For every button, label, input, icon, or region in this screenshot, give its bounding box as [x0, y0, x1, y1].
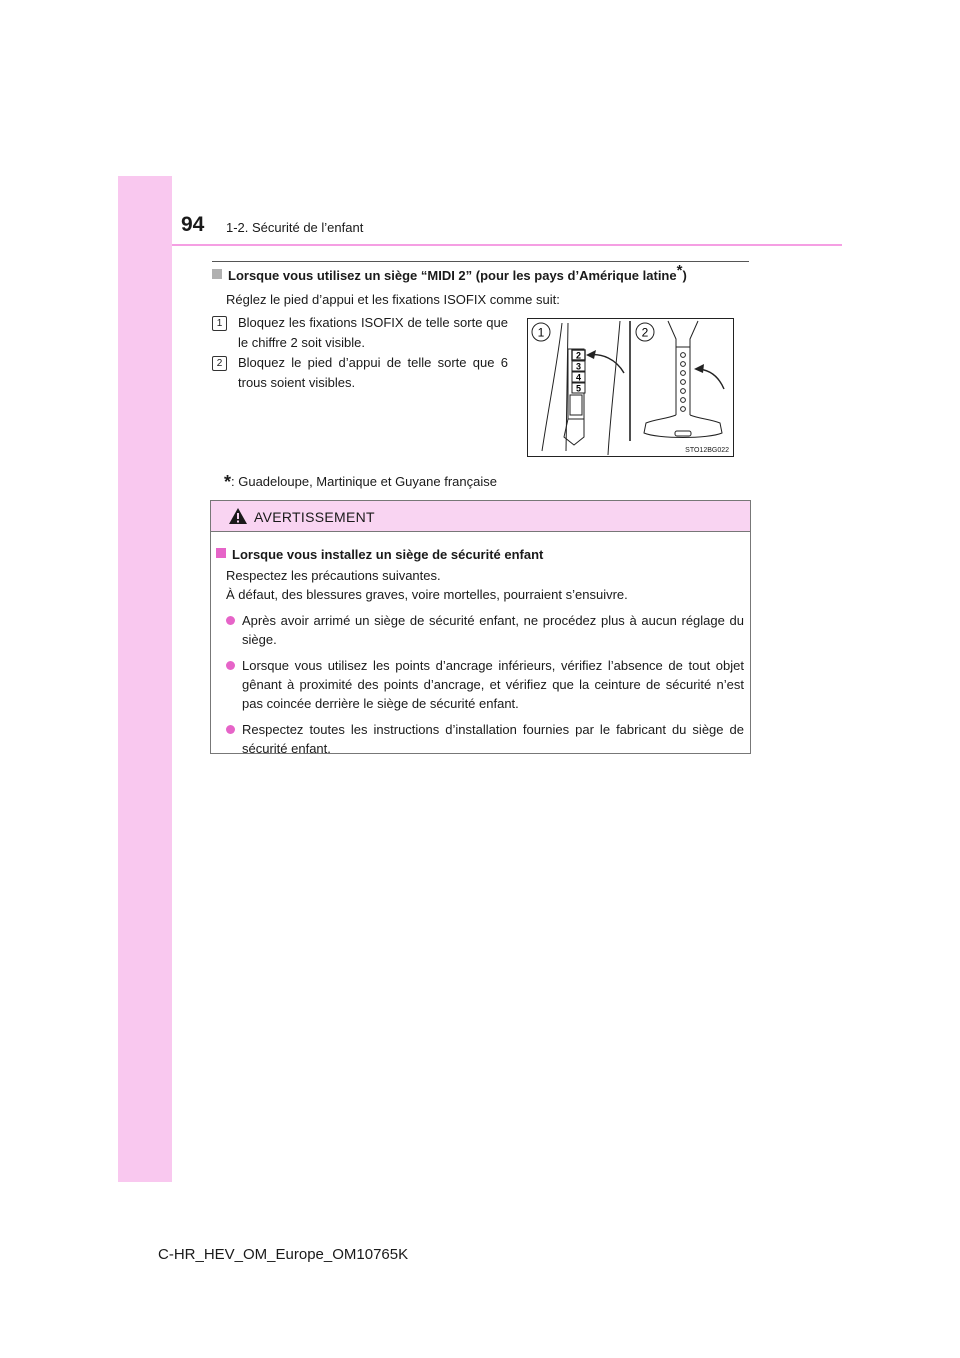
scale-label: 2 — [575, 350, 582, 361]
scale-label: 4 — [575, 372, 582, 383]
step-number-badge: 2 — [212, 356, 227, 371]
warning-bullet: Respectez toutes les instructions d’installation fournies par le fabricant du siège de sécurité enfant. — [216, 720, 744, 758]
warning-box — [210, 500, 751, 754]
bullet-dot-icon — [226, 725, 235, 734]
footnote-star: * — [224, 472, 232, 492]
warning-header — [211, 501, 750, 532]
scale-label: 3 — [575, 361, 582, 372]
figure-marker-2: 2 — [641, 325, 649, 340]
step-text: Bloquez le pied d’appui de telle sorte que 6 trous soient visibles. — [238, 355, 508, 390]
square-bullet-icon — [216, 548, 226, 558]
warning-title: AVERTISSEMENT — [254, 509, 375, 525]
warning-bullet: Lorsque vous utilisez les points d’ancrage inférieurs, vérifiez l’absence de tout objet gênant à proximité des points d’ancrage, et vérifiez que la ceinture de sécurité n’est pas coincée derrière le siège de sécurité enfant. — [216, 656, 744, 713]
footnote-text: : Guadeloupe, Martinique et Guyane française — [231, 474, 497, 489]
header-rule — [172, 244, 842, 246]
step-number-badge: 1 — [212, 316, 227, 331]
step-text: Bloquez les fixations ISOFIX de telle sorte que le chiffre 2 soit visible. — [238, 315, 508, 350]
scale-label: 5 — [575, 383, 582, 394]
warning-triangle-icon — [229, 508, 247, 524]
section-title: 1-2. Sécurité de l’enfant — [226, 220, 364, 235]
bullet-dot-icon — [226, 616, 235, 625]
figure-code: STO12BG022 — [685, 447, 729, 454]
subsection-heading: Lorsque vous utilisez un siège “MIDI 2” (pour les pays d’Amérique latine*) — [212, 268, 687, 283]
warning-line: Respectez les précautions suivantes. — [226, 568, 441, 583]
figure-marker-1: 1 — [537, 325, 545, 340]
footnote-star: * — [676, 262, 683, 279]
side-color-band — [118, 176, 172, 1182]
warning-bullet: Après avoir arrimé un siège de sécurité enfant, ne procédez plus à aucun réglage du siège. — [216, 611, 744, 649]
step-item — [212, 353, 508, 393]
footer-doc-id: C-HR_HEV_OM_Europe_OM10765K — [158, 1246, 409, 1263]
isofix-illustration — [527, 318, 734, 457]
page-number: 94 — [181, 213, 205, 236]
step-item — [212, 313, 508, 353]
footnote — [224, 472, 497, 493]
bullet-dot-icon — [226, 661, 235, 670]
subsection-intro: Réglez le pied d’appui et les fixations ISOFIX comme suit: — [226, 292, 560, 307]
warning-heading: Lorsque vous installez un siège de sécurité enfant — [216, 545, 744, 564]
warning-line: À défaut, des blessures graves, voire mortelles, pourraient s’ensuivre. — [226, 587, 628, 602]
warning-body — [211, 532, 750, 758]
isofix-diagram-svg — [528, 319, 733, 456]
subsection-rule — [212, 261, 749, 262]
square-bullet-icon — [212, 269, 222, 279]
